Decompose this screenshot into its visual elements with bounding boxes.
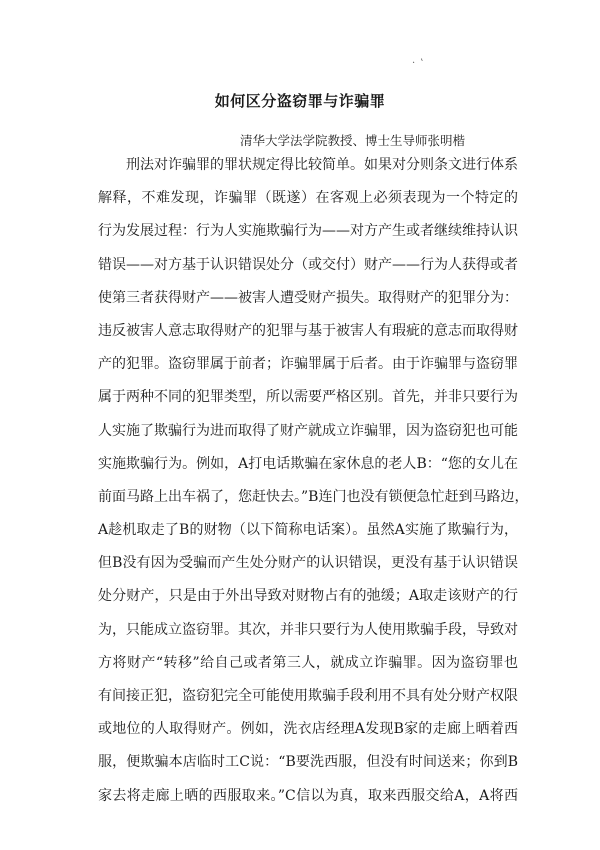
- corner-mark: · ‛: [412, 58, 425, 69]
- text-line: 实施欺骗行为。例如，A打电话欺骗在家休息的老人B：“您的女儿在: [98, 455, 518, 472]
- text-line: 方将财产“转移”给自己或者第三人，就成立诈骗罪。因为盗窃罪也: [98, 654, 518, 671]
- text-line: 为，只能成立盗窃罪。其次，并非只要行为人使用欺骗手段，导致对: [98, 621, 518, 638]
- text-line: 家去将走廊上晒的西服取来。”C信以为真，取来西服交给A，A将西: [98, 787, 518, 804]
- text-line: 解释，不难发现，诈骗罪（既遂）在客观上必须表现为一个特定的: [98, 190, 518, 207]
- text-line: 但B没有因为受骗而产生处分财产的认识错误，更没有基于认识错误: [98, 555, 518, 572]
- text-line: 刑法对诈骗罪的罪状规定得比较简单。如果对分则条文进行体系: [126, 157, 518, 173]
- text-line: A趁机取走了B的财物（以下简称电话案）。虽然A实施了欺骗行为，: [98, 522, 518, 539]
- text-line: 人实施了欺骗行为进而取得了财产就成立诈骗罪，因为盗窃犯也可能: [98, 422, 518, 439]
- text-line: 行为发展过程：行为人实施欺骗行为——对方产生或者继续维持认识: [98, 223, 518, 240]
- text-line: 错误——对方基于认识错误处分（或交付）财产——行为人获得或者: [98, 256, 518, 273]
- document-title: 如何区分盗窃罪与诈骗罪: [214, 92, 386, 110]
- body-text: [98, 149, 529, 813]
- author-line: 清华大学法学院教授、博士生导师张明楷: [240, 133, 466, 148]
- text-line: 服，便欺骗本店临时工C说：“B要洗西服，但没有时间送来；你到B: [98, 754, 518, 771]
- text-line: 产的犯罪。盗窃罪属于前者；诈骗罪属于后者。由于诈骗罪与盗窃罪: [98, 356, 518, 373]
- text-line: 处分财产，只是由于外出导致对财物占有的弛缓；A取走该财产的行: [98, 588, 518, 605]
- text-line: 使第三者获得财产——被害人遭受财产损失。取得财产的犯罪分为：: [98, 289, 518, 306]
- text-line: 前面马路上出车祸了，您赶快去。”B连门也没有锁便急忙赶到马路边，: [98, 488, 529, 505]
- text-line: 违反被害人意志取得财产的犯罪与基于被害人有瑕疵的意志而取得财: [98, 322, 518, 339]
- text-line: 有间接正犯，盗窃犯完全可能使用欺骗手段利用不具有处分财产权限: [98, 688, 518, 704]
- text-line: 属于两种不同的犯罪类型，所以需要严格区别。首先，并非只要行为: [98, 389, 518, 406]
- text-line: 或地位的人取得财产。例如，洗衣店经理A发现B家的走廊上晒着西: [98, 721, 518, 738]
